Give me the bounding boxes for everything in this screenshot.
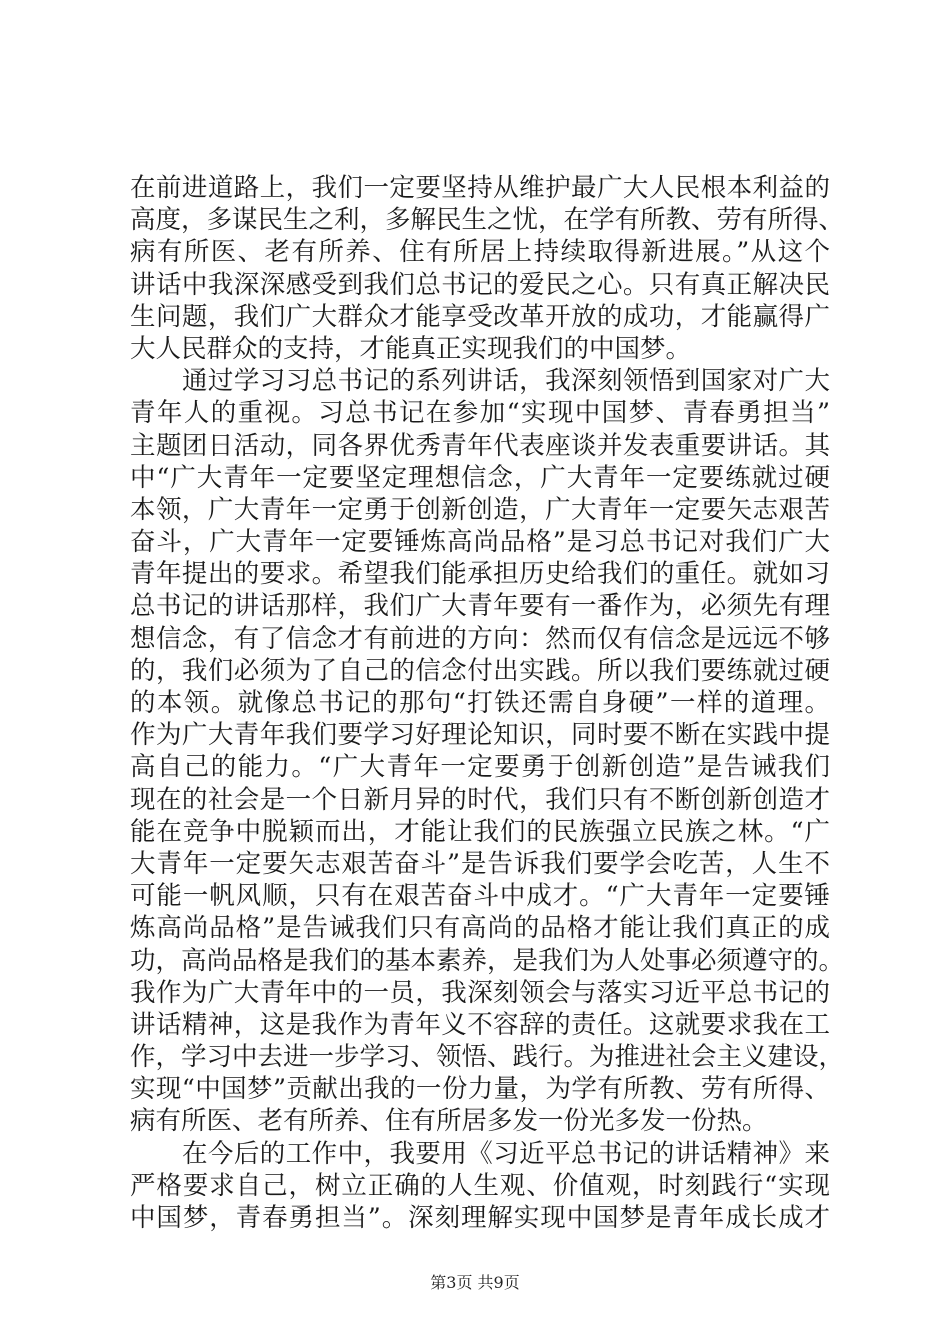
document-body: [130, 172, 845, 1234]
text-line: 青年提出的要求。希望我们能承担历史给我们的重任。就如习: [130, 559, 830, 590]
text-line: 本领，广大青年一定勇于创新创造，广大青年一定要矢志艰苦: [130, 494, 830, 525]
text-line: 大人民群众的支持，才能真正实现我们的中国梦。: [130, 333, 692, 364]
text-line: 的本领。就像总书记的那句“打铁还需自身硬”一样的道理。: [130, 688, 830, 718]
text-line: 奋斗，广大青年一定要锤炼高尚品格”是习总书记对我们广大: [130, 527, 830, 558]
text-line: 通过学习习总书记的系列讲话，我深刻领悟到国家对广大: [182, 366, 830, 397]
text-line: 可能一帆风顺，只有在艰苦奋斗中成才。“广大青年一定要锤: [130, 881, 830, 912]
text-line: 我作为广大青年中的一员，我深刻领会与落实习近平总书记的: [130, 977, 830, 1008]
text-line: 作为广大青年我们要学习好理论知识，同时要不断在实践中提: [130, 720, 830, 751]
text-line: 生问题，我们广大群众才能享受改革开放的成功，才能赢得广: [130, 301, 830, 332]
text-line: 严格要求自己，树立正确的人生观、价值观，时刻践行“实现: [130, 1170, 830, 1201]
text-line: 大青年一定要矢志艰苦奋斗”是告诉我们要学会吃苦，人生不: [130, 848, 830, 879]
text-line: 在前进道路上，我们一定要坚持从维护最广大人民根本利益的: [130, 173, 830, 203]
text-line: 讲话精神，这是我作为青年义不容辞的责任。这就要求我在工: [130, 1009, 830, 1040]
text-line: 青年人的重视。习总书记在参加“实现中国梦、青春勇担当”: [130, 398, 830, 429]
text-line: 讲话中我深深感受到我们总书记的爱民之心。只有真正解决民: [130, 269, 830, 300]
text-line: 高度，多谋民生之利，多解民生之忧，在学有所教、劳有所得、: [130, 205, 845, 236]
page-footer: 第3页 共9页: [430, 1273, 520, 1292]
text-line: 炼高尚品格”是告诫我们只有高尚的品格才能让我们真正的成: [130, 913, 830, 944]
text-line: 主题团日活动，同各界优秀青年代表座谈并发表重要讲话。其: [130, 430, 830, 461]
text-line: 功，高尚品格是我们的基本素养，是我们为人处事必须遵守的。: [130, 945, 845, 976]
text-line: 中国梦，青春勇担当”。深刻理解实现中国梦是青年成长成才: [130, 1203, 830, 1233]
text-line: 中“广大青年一定要坚定理想信念，广大青年一定要练就过硬: [130, 462, 830, 493]
text-line: 病有所医、老有所养、住有所居上持续取得新进展。”从这个: [130, 237, 830, 268]
text-line: 现在的社会是一个日新月异的时代，我们只有不断创新创造才: [130, 784, 830, 815]
text-line: 在今后的工作中，我要用《习近平总书记的讲话精神》来: [182, 1138, 830, 1169]
text-line: 高自己的能力。“广大青年一定要勇于创新创造”是告诫我们: [130, 752, 830, 783]
text-line: 的，我们必须为了自己的信念付出实践。所以我们要练就过硬: [130, 655, 830, 686]
text-line: 实现“中国梦”贡献出我的一份力量，为学有所教、劳有所得、: [130, 1074, 830, 1105]
text-line: 病有所医、老有所养、住有所居多发一份光多发一份热。: [130, 1106, 768, 1137]
text-line: 总书记的讲话那样，我们广大青年要有一番作为，必须先有理: [130, 591, 830, 622]
text-line: 想信念，有了信念才有前进的方向：然而仅有信念是远远不够: [130, 623, 830, 654]
text-line: 作，学习中去进一步学习、领悟、践行。为推进社会主义建设，: [130, 1042, 845, 1073]
text-line: 能在竞争中脱颖而出，才能让我们的民族强立民族之林。“广: [130, 816, 830, 847]
